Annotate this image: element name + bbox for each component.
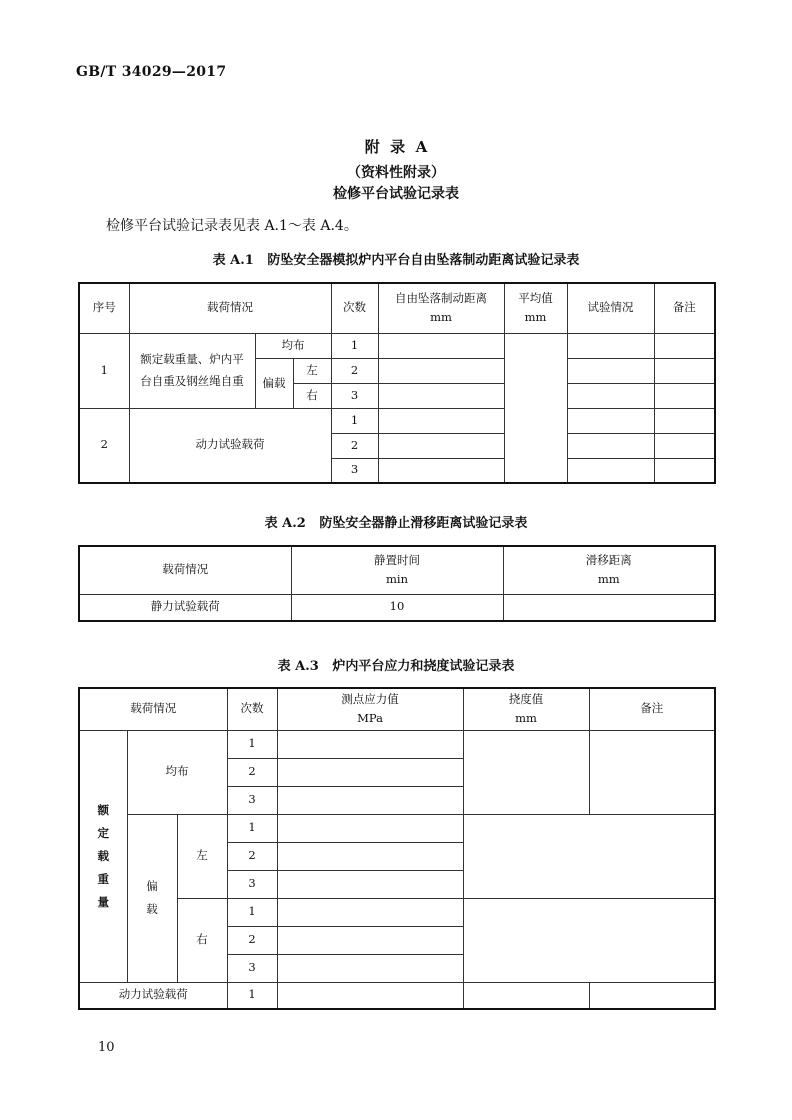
a3-count: 1 — [227, 898, 277, 926]
a2-cell — [503, 594, 715, 621]
a1-row1-right: 右 — [293, 383, 331, 408]
table-a2 — [78, 545, 716, 622]
a3-cell — [463, 814, 715, 898]
a3-rated: 额定载重量 — [79, 730, 127, 982]
a1-cell — [654, 458, 715, 483]
a1-header-load: 载荷情况 — [129, 283, 331, 333]
a3-count: 2 — [227, 842, 277, 870]
a2-header-load: 载荷情况 — [79, 546, 291, 594]
appendix-title: 附 录 A — [364, 138, 428, 156]
a1-row1-eccentric: 偏载 — [255, 358, 293, 408]
a1-header-count: 次数 — [331, 283, 378, 333]
a1-row1-seq: 1 — [79, 333, 129, 408]
page-number: 10 — [98, 1040, 115, 1055]
a3-cell — [277, 814, 463, 842]
a3-count: 3 — [227, 954, 277, 982]
a1-cell — [567, 383, 654, 408]
a3-cell — [463, 898, 715, 982]
a1-cell — [654, 383, 715, 408]
a3-header-deflection: 挠度值 mm — [463, 688, 589, 730]
a3-cell — [277, 730, 463, 758]
a3-uniform: 均布 — [127, 730, 227, 814]
a3-cell — [277, 842, 463, 870]
a3-header-count: 次数 — [227, 688, 277, 730]
a3-cell — [463, 982, 589, 1009]
a1-cell — [567, 333, 654, 358]
a1-cell — [378, 408, 504, 433]
a1-row1-count-2: 2 — [331, 358, 378, 383]
a3-cell — [277, 870, 463, 898]
a3-cell — [277, 982, 463, 1009]
table-a1-caption: 表 A.1 防坠安全器模拟炉内平台自由坠落制动距离试验记录表 — [212, 253, 580, 268]
a1-header-status: 试验情况 — [567, 283, 654, 333]
a1-header-seq: 序号 — [79, 283, 129, 333]
a1-row1-count-3: 3 — [331, 383, 378, 408]
a3-cell — [277, 926, 463, 954]
appendix-name: 检修平台试验记录表 — [333, 186, 459, 202]
a3-cell — [277, 786, 463, 814]
a1-cell — [378, 433, 504, 458]
table-a3-caption: 表 A.3 炉内平台应力和挠度试验记录表 — [277, 659, 515, 674]
a1-cell — [378, 458, 504, 483]
a3-left: 左 — [177, 814, 227, 898]
a3-count: 1 — [227, 814, 277, 842]
standard-code: GB/T 34029—2017 — [76, 64, 227, 80]
table-a1 — [78, 282, 716, 484]
a3-cell — [277, 898, 463, 926]
a3-eccentric: 偏载 — [127, 814, 177, 982]
a1-row1-load: 额定载重量、炉内平台自重及钢丝绳自重 — [129, 333, 255, 408]
a3-cell — [277, 954, 463, 982]
a1-row2-seq: 2 — [79, 408, 129, 483]
a1-row2-load: 动力试验载荷 — [129, 408, 331, 483]
a3-header-stress: 测点应力值 MPa — [277, 688, 463, 730]
a3-cell — [589, 982, 715, 1009]
table-a2-caption: 表 A.2 防坠安全器静止滑移距离试验记录表 — [264, 516, 528, 531]
a1-row1-left: 左 — [293, 358, 331, 383]
a3-count: 1 — [227, 730, 277, 758]
a1-row1-uniform: 均布 — [255, 333, 331, 358]
a1-header-distance: 自由坠落制动距离 mm — [378, 283, 504, 333]
a3-dynamic-count: 1 — [227, 982, 277, 1009]
a3-count: 2 — [227, 926, 277, 954]
a1-cell — [378, 333, 504, 358]
a1-cell — [567, 458, 654, 483]
a2-row-time: 10 — [291, 594, 503, 621]
a1-cell — [378, 383, 504, 408]
a3-dynamic-load: 动力试验载荷 — [79, 982, 227, 1009]
a1-cell — [654, 333, 715, 358]
a1-cell — [567, 433, 654, 458]
a3-header-load: 载荷情况 — [79, 688, 227, 730]
a1-cell — [654, 358, 715, 383]
a2-header-time: 静置时间 min — [291, 546, 503, 594]
a1-cell — [654, 408, 715, 433]
a1-header-remark: 备注 — [654, 283, 715, 333]
a3-cell — [463, 730, 589, 814]
a1-avg-cell — [504, 333, 567, 483]
a3-cell — [589, 730, 715, 814]
a3-cell — [277, 758, 463, 786]
a2-header-slip: 滑移距离 mm — [503, 546, 715, 594]
a3-count: 2 — [227, 758, 277, 786]
a3-count: 3 — [227, 870, 277, 898]
a1-row2-count-1: 1 — [331, 408, 378, 433]
a3-right: 右 — [177, 898, 227, 982]
table-a3 — [78, 687, 716, 1010]
a3-header-remark: 备注 — [589, 688, 715, 730]
a1-row1-count-1: 1 — [331, 333, 378, 358]
appendix-subtitle: （资料性附录） — [347, 165, 445, 181]
a1-cell — [654, 433, 715, 458]
a2-row-load: 静力试验载荷 — [79, 594, 291, 621]
intro-text: 检修平台试验记录表见表 A.1～表 A.4。 — [106, 218, 358, 234]
a1-row2-count-3: 3 — [331, 458, 378, 483]
a1-cell — [567, 358, 654, 383]
a1-row2-count-2: 2 — [331, 433, 378, 458]
a1-header-avg: 平均值 mm — [504, 283, 567, 333]
a3-count: 3 — [227, 786, 277, 814]
a1-cell — [378, 358, 504, 383]
a1-cell — [567, 408, 654, 433]
